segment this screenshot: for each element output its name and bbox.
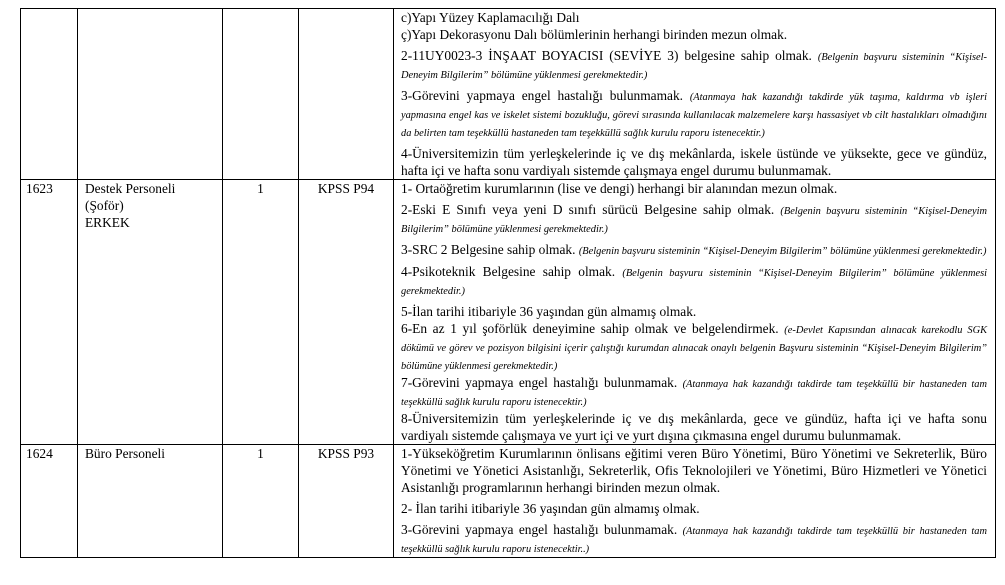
- requirement-note: (Atanmaya hak kazandığı takdirde tam teşekküllü bir hastaneden tam teşekküllü sağlık kurulu raporu istenecektir.): [401, 379, 987, 408]
- position-number-cell: 1623: [21, 180, 78, 445]
- requirement-item: 5-İlan tarihi itibariyle 36 yaşından gün almamış olmak.: [401, 304, 697, 319]
- requirement-note: (Atanmaya hak kazandığı takdirde yük taşıma, kaldırma vb işleri yapmasına engel kas ve iskelet sistemi bozukluğu, görevi sırasında kullanılacak malzemelere karşı hassasiyet vb cilt hastalıkları olmadığını da belirten tam teşekküllü hastaneden tam teşekküllü sağlık kurulu raporu istenecektir.): [401, 92, 987, 139]
- table-row: [21, 180, 996, 445]
- requirement-note: (Atanmaya hak kazandığı takdirde tam teşekküllü bir hastaneden tam teşekküllü sağlık kurulu raporu istenecektir..): [401, 526, 987, 555]
- requirement-note: (Belgenin başvuru sisteminin “Kişisel-Deneyim Bilgilerim” bölümüne yüklenmesi gerekmektedir.): [401, 268, 988, 297]
- requirement-note: (Belgenin başvuru sisteminin “Kişisel-Deneyim Bilgilerim” bölümüne yüklenmesi gerekmektedir.): [578, 246, 987, 257]
- position-title-cell: Destek Personeli (Şoför) ERKEK: [78, 180, 223, 445]
- position-kpss-cell: KPSS P94: [299, 180, 394, 445]
- requirement-item: 1- Ortaöğretim kurumlarının (lise ve dengi) herhangi bir alanından mezun olmak.: [401, 181, 838, 196]
- table-row: [21, 445, 996, 558]
- requirement-item: c)Yapı Yüzey Kaplamacılığı Dalı: [401, 10, 580, 25]
- requirement-item: 7-Görevini yapmaya engel hastalığı bulunmamak. (Atanmaya hak kazandığı takdirde tam teşekküllü bir hastaneden tam teşekküllü sağlık kurulu raporu istenecektir.): [401, 375, 987, 408]
- requirement-item: 3-Görevini yapmaya engel hastalığı bulunmamak. (Atanmaya hak kazandığı takdirde yük taşıma, kaldırma vb işleri yapmasına engel kas ve iskelet sistemi bozukluğu, görevi sırasında kullanılacak malzemelere karşı hassasiyet vb cilt hastalıkları olmadığını da belirten tam teşekküllü hastaneden tam teşekküllü sağlık kurulu raporu istenecektir.): [401, 88, 987, 139]
- position-requirements-cell: [394, 9, 996, 180]
- requirement-item: 8-Üniversitemizin tüm yerleşkelerinde iç ve dış mekânlarda, gece ve gündüz, hafta içi ve hafta sonu vardiyalı sistemde çalışmaya ve yurt içi ve yurt dışına çıkmasına engel durumu bulunmamak.: [401, 411, 987, 443]
- requirement-item: 3-SRC 2 Belgesine sahip olmak. (Belgenin başvuru sisteminin “Kişisel-Deneyim Bilgilerim” bölümüne yüklenmesi gerekmektedir.): [401, 242, 987, 257]
- requirement-item: 6-En az 1 yıl şoförlük deneyimine sahip olmak ve belgelendirmek. (e-Devlet Kapısından alınacak karekodlu SGK dökümü ve görev ve pozisyon bilgisini içerir çalıştığı kurumdan alınacak onaylı belgenin Başvuru sisteminin “Kişisel-Deneyim Bilgilerim” bölümüne yüklenmesi gerekmektedir.): [401, 321, 988, 372]
- position-number-cell: 1624: [21, 445, 78, 558]
- requirement-item: 1-Yükseköğretim Kurumlarının önlisans eğitimi veren Büro Yönetimi, Büro Yönetimi ve Sekreterlik, Büro Yönetimi ve Yönetici Asistanlığı, Sekreterlik, Ofis Teknolojileri ve Yönetimi, Büro Hizmetleri ve Yönetici Asistanlığı programlarının herhangi birinden mezun olmak.: [401, 446, 987, 495]
- position-kpss-cell: [299, 9, 394, 180]
- position-count-cell: 1: [223, 445, 299, 558]
- requirement-note: (e-Devlet Kapısından alınacak karekodlu SGK dökümü ve görev ve pozisyon bilgisini içerir çalıştığı kurumdan alınacak onaylı belgenin Başvuru sisteminin “Kişisel-Deneyim Bilgilerim” bölümüne yüklenmesi gerekmektedir.): [401, 325, 988, 372]
- positions-table: [20, 8, 996, 558]
- requirement-item: 4-Üniversitemizin tüm yerleşkelerinde iç ve dış mekânlarda, iskele üstünde ve yüksekte, gece ve gündüz, hafta içi ve hafta sonu vardiyalı sistemde çalışmaya engel durumu bulunmamak.: [401, 146, 987, 178]
- requirement-item: 2-Eski E Sınıfı veya yeni D sınıfı sürücü Belgesine sahip olmak. (Belgenin başvuru sisteminin “Kişisel-Deneyim Bilgilerim” bölümüne yüklenmesi gerekmektedir.): [401, 202, 987, 235]
- requirement-item: ç)Yapı Dekorasyonu Dalı bölümlerinin herhangi birinden mezun olmak.: [401, 27, 788, 42]
- position-number-cell: [21, 9, 78, 180]
- position-requirements-cell: [394, 180, 996, 445]
- position-title-cell: [78, 9, 223, 180]
- table-row: [21, 9, 996, 180]
- position-requirements-cell: [394, 445, 996, 558]
- position-count-cell: [223, 9, 299, 180]
- position-kpss-cell: KPSS P93: [299, 445, 394, 558]
- requirement-note: (Belgenin başvuru sisteminin “Kişisel-Deneyim Bilgilerim” bölümüne yüklenmesi gerekmektedir.): [401, 52, 987, 81]
- requirement-item: 2- İlan tarihi itibariyle 36 yaşından gün almamış olmak.: [401, 501, 700, 516]
- requirement-note: (Belgenin başvuru sisteminin “Kişisel-Deneyim Bilgilerim” bölümüne yüklenmesi gerekmektedir.): [401, 206, 987, 235]
- position-count-cell: 1: [223, 180, 299, 445]
- requirement-item: 4-Psikoteknik Belgesine sahip olmak. (Belgenin başvuru sisteminin “Kişisel-Deneyim Bilgilerim” bölümüne yüklenmesi gerekmektedir.): [401, 264, 988, 297]
- requirement-item: 3-Görevini yapmaya engel hastalığı bulunmamak. (Atanmaya hak kazandığı takdirde tam teşekküllü bir hastaneden tam teşekküllü sağlık kurulu raporu istenecektir..): [401, 522, 987, 555]
- position-title-cell: Büro Personeli: [78, 445, 223, 558]
- requirement-item: 2-11UY0023-3 İNŞAAT BOYACISI (SEVİYE 3) belgesine sahip olmak. (Belgenin başvuru sisteminin “Kişisel-Deneyim Bilgilerim” bölümüne yüklenmesi gerekmektedir.): [401, 48, 987, 81]
